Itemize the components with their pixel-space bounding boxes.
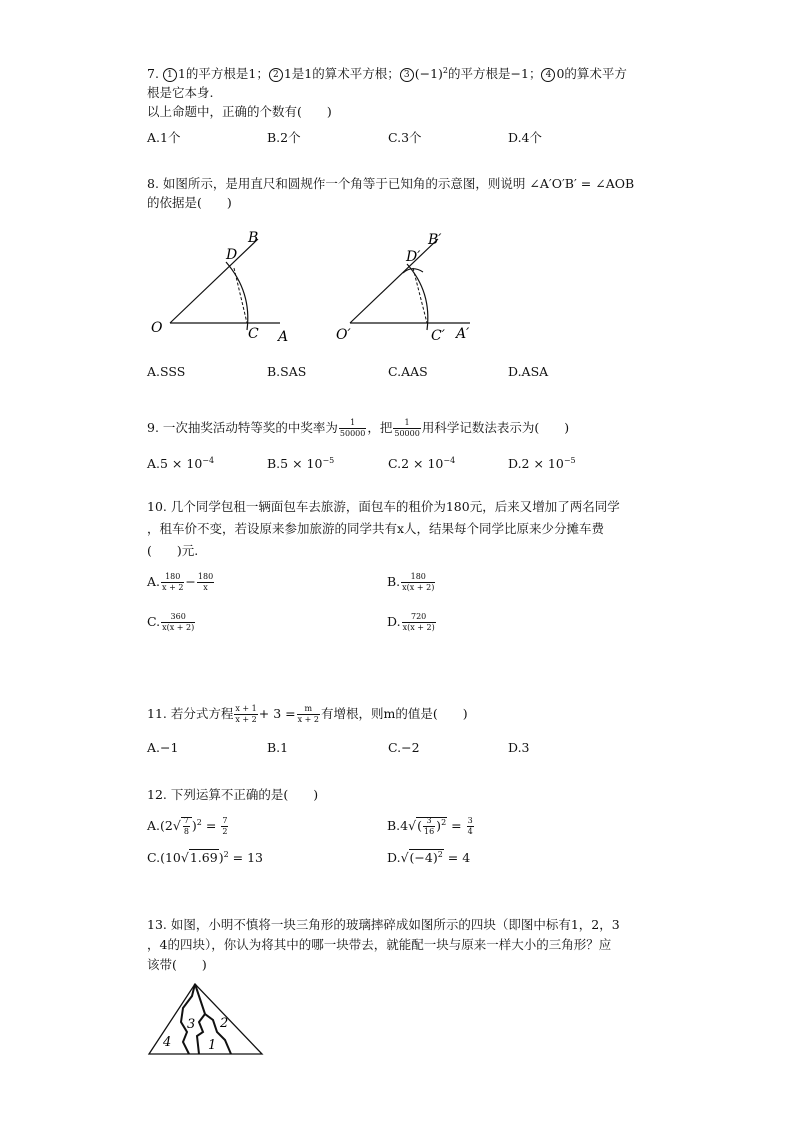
option-c[interactable]: $C.2 \times 10^{-4}$ — [388, 456, 456, 472]
label-a-prime: A′ — [456, 326, 470, 342]
label-b-prime: B′ — [428, 232, 442, 248]
option-d[interactable]: $D.2 \times 10^{-5}$ — [508, 456, 576, 472]
question-7-line-1: 7. 1 1的平方根是1； 2 1是1的算术平方根； 3 $(-1)^2$的平方根是−1； 4 0的算术平方 — [147, 66, 627, 82]
option-c[interactable]: C.AAS — [388, 364, 428, 379]
fraction: $\frac{1}{50000}$ — [339, 418, 366, 438]
question-8 — [147, 174, 634, 212]
option-a[interactable]: A.1个 — [147, 130, 181, 145]
figure-left — [151, 230, 288, 345]
circled-number-4: 4 — [541, 68, 555, 82]
angle-construction-figure — [140, 222, 490, 347]
question-7 — [147, 61, 627, 121]
option-b[interactable]: B.SAS — [267, 364, 307, 379]
piece-label-4: 4 — [163, 1035, 172, 1050]
option-a[interactable]: A.SSS — [147, 364, 186, 379]
fraction: $\frac{1}{50000}$ — [394, 418, 420, 438]
question-13-line-3: 该带( ) — [147, 957, 207, 972]
question-13-line-2: ，4的四块），你认为将其中的哪一块带去，就能配一块与原来一样大小的三角形？应 — [147, 937, 612, 952]
option-d[interactable]: D.4个 — [508, 130, 543, 145]
option-b[interactable]: $B.5 \times 10^{-5}$ — [267, 456, 335, 472]
label-a: A — [278, 329, 289, 345]
label-o-prime: O′ — [336, 327, 351, 343]
arc-c-prime-d-prime — [407, 264, 428, 330]
question-10-line-3: ( )元. — [147, 543, 199, 558]
question-13 — [147, 915, 620, 975]
ray-ob — [170, 239, 258, 323]
option-b[interactable]: B. $\frac{180}{x(x + 2)}$ — [387, 572, 435, 592]
question-13-line-1: 13. 如图，小明不慎将一块三角形的玻璃摔碎成如图所示的四块（即图中标有1，2，3 — [147, 917, 620, 932]
crack-line-middle — [197, 1014, 205, 1054]
option-a[interactable]: $A.5 \times 10^{-4}$ — [147, 456, 215, 472]
question-7-line-3: 以上命题中，正确的个数有( ) — [147, 104, 332, 120]
option-d[interactable]: $D.√(-4)^2 = 4$ — [387, 850, 471, 866]
piece-label-3: 3 — [187, 1017, 196, 1032]
question-8-line-1: 8. 如图所示，是用直尺和圆规作一个角等于已知角的示意图，则说明 ∠A′O′B′ = ∠AOB — [147, 176, 635, 191]
label-d-prime: D′ — [406, 249, 421, 265]
ray-o-prime-b-prime — [350, 239, 438, 323]
option-c[interactable]: $C.(10√1.69)^2 = 13$ — [147, 850, 263, 866]
circled-number-2: 2 — [269, 68, 283, 82]
option-b[interactable]: B.4√( $\frac{3}{16}$ )$^2$ = $\frac{3}{4}$ — [387, 816, 473, 836]
broken-triangle-figure — [145, 980, 270, 1060]
option-d[interactable]: D. $\frac{720}{x(x + 2)}$ — [387, 612, 435, 632]
option-d[interactable]: D.ASA — [508, 364, 549, 379]
figure-right — [336, 232, 470, 344]
circled-number-3: 3 — [400, 68, 414, 82]
option-a[interactable]: A. $\frac{180}{x + 2}$ − $\frac{180}{x}$ — [147, 572, 214, 592]
question-12-line-1: 12. 下列运算不正确的是( ) — [147, 787, 319, 802]
label-c-prime: C′ — [431, 328, 445, 344]
option-b[interactable]: B.1 — [267, 740, 289, 755]
label-b: B — [248, 230, 259, 246]
arc-cd — [226, 262, 248, 330]
question-7-line-2: 根是它本身. — [147, 85, 214, 101]
question-8-line-2: 的依据是( ) — [147, 195, 232, 210]
label-c: C — [248, 326, 259, 342]
option-c[interactable]: C. $\frac{360}{x(x + 2)}$ — [147, 612, 195, 632]
option-d[interactable]: D.3 — [508, 740, 530, 755]
question-10-line-1: 10. 几个同学包租一辆面包车去旅游，面包车的租价为180元，后来又增加了两名同学 — [147, 499, 620, 514]
option-c[interactable]: C.−2 — [388, 740, 420, 755]
question-10 — [147, 496, 620, 562]
piece-label-2: 2 — [220, 1016, 229, 1031]
option-a[interactable]: A.(2√ $\frac{7}{8}$ )$^2$ = $\frac{7}{2}$ — [147, 816, 228, 836]
piece-label-1: 1 — [208, 1038, 217, 1053]
label-o: O — [151, 320, 163, 336]
option-a[interactable]: A.−1 — [147, 740, 179, 755]
circled-number-1: 1 — [163, 68, 177, 82]
option-c[interactable]: C.3个 — [388, 130, 422, 145]
question-10-line-2: ，租车价不变，若设原来参加旅游的同学共有x人，结果每个同学比原来少分摊车费 — [147, 521, 605, 536]
label-d: D — [226, 247, 238, 263]
question-11: 11. 若分式方程 $\frac{x + 1}{x + 2}$ + 3 = $\frac{m}{x + 2}$ 有增根，则m的值是( ) — [147, 704, 468, 724]
question-9: 9. 一次抽奖活动特等奖的中奖率为 $\frac{1}{50000}$ ，把 $\frac{1}{50000}$ 用科学记数法表示为( ) — [147, 418, 570, 438]
question-12 — [147, 785, 318, 804]
option-b[interactable]: B.2个 — [267, 130, 301, 145]
